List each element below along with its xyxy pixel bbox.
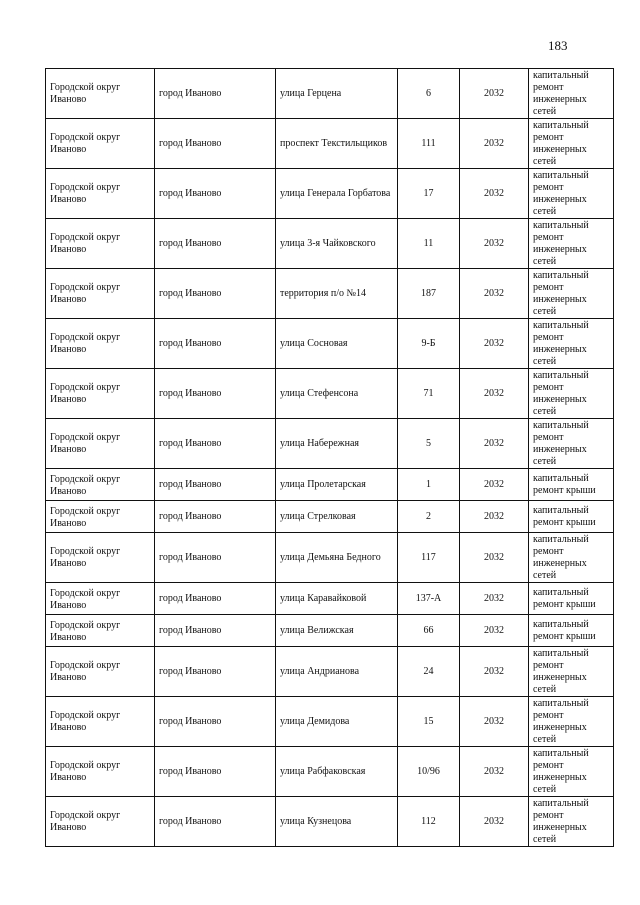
- cell-work: капитальный ремонт инженерных сетей: [529, 747, 614, 797]
- table-row: [46, 369, 614, 419]
- cell-street: улица Велижская: [276, 615, 398, 647]
- table-row: [46, 119, 614, 169]
- cell-okrug: Городской округ Иваново: [46, 369, 155, 419]
- table-row: [46, 469, 614, 501]
- cell-okrug: Городской округ Иваново: [46, 469, 155, 501]
- table-row: [46, 583, 614, 615]
- cell-year: 2032: [460, 319, 529, 369]
- cell-city: город Иваново: [155, 419, 276, 469]
- cell-work: капитальный ремонт крыши: [529, 501, 614, 533]
- table-row: [46, 501, 614, 533]
- cell-okrug: Городской округ Иваново: [46, 747, 155, 797]
- cell-year: 2032: [460, 69, 529, 119]
- cell-house: 11: [398, 219, 460, 269]
- cell-house: 71: [398, 369, 460, 419]
- cell-year: 2032: [460, 501, 529, 533]
- cell-okrug: Городской округ Иваново: [46, 319, 155, 369]
- page-number: 183: [548, 38, 568, 53]
- cell-street: улица Демидова: [276, 697, 398, 747]
- cell-city: город Иваново: [155, 469, 276, 501]
- table-row: [46, 697, 614, 747]
- cell-city: город Иваново: [155, 747, 276, 797]
- table-row: [46, 647, 614, 697]
- cell-house: 10/96: [398, 747, 460, 797]
- cell-house: 5: [398, 419, 460, 469]
- cell-okrug: Городской округ Иваново: [46, 697, 155, 747]
- cell-okrug: Городской округ Иваново: [46, 169, 155, 219]
- cell-house: 111: [398, 119, 460, 169]
- table-row: [46, 747, 614, 797]
- cell-street: улица Набережная: [276, 419, 398, 469]
- cell-year: 2032: [460, 533, 529, 583]
- cell-work: капитальный ремонт инженерных сетей: [529, 269, 614, 319]
- cell-city: город Иваново: [155, 697, 276, 747]
- table-row: [46, 169, 614, 219]
- cell-year: 2032: [460, 269, 529, 319]
- cell-work: капитальный ремонт инженерных сетей: [529, 69, 614, 119]
- cell-house: 2: [398, 501, 460, 533]
- cell-year: 2032: [460, 469, 529, 501]
- cell-year: 2032: [460, 169, 529, 219]
- table-row: [46, 319, 614, 369]
- cell-year: 2032: [460, 615, 529, 647]
- repair-program-table: [45, 68, 614, 847]
- cell-okrug: Городской округ Иваново: [46, 583, 155, 615]
- cell-okrug: Городской округ Иваново: [46, 269, 155, 319]
- table-row: [46, 219, 614, 269]
- cell-okrug: Городской округ Иваново: [46, 533, 155, 583]
- cell-city: город Иваново: [155, 647, 276, 697]
- cell-city: город Иваново: [155, 583, 276, 615]
- cell-house: 137-А: [398, 583, 460, 615]
- cell-year: 2032: [460, 697, 529, 747]
- cell-house: 66: [398, 615, 460, 647]
- cell-year: 2032: [460, 119, 529, 169]
- cell-street: улица Сосновая: [276, 319, 398, 369]
- cell-house: 112: [398, 797, 460, 847]
- cell-work: капитальный ремонт инженерных сетей: [529, 169, 614, 219]
- cell-year: 2032: [460, 797, 529, 847]
- cell-year: 2032: [460, 647, 529, 697]
- cell-street: улица Герцена: [276, 69, 398, 119]
- cell-okrug: Городской округ Иваново: [46, 501, 155, 533]
- cell-okrug: Городской округ Иваново: [46, 419, 155, 469]
- cell-city: город Иваново: [155, 169, 276, 219]
- cell-year: 2032: [460, 747, 529, 797]
- cell-house: 17: [398, 169, 460, 219]
- cell-okrug: Городской округ Иваново: [46, 647, 155, 697]
- cell-street: улица Андрианова: [276, 647, 398, 697]
- cell-work: капитальный ремонт крыши: [529, 583, 614, 615]
- cell-work: капитальный ремонт инженерных сетей: [529, 219, 614, 269]
- cell-street: улица 3-я Чайковского: [276, 219, 398, 269]
- cell-work: капитальный ремонт инженерных сетей: [529, 697, 614, 747]
- cell-street: улица Стрелковая: [276, 501, 398, 533]
- cell-city: город Иваново: [155, 501, 276, 533]
- cell-work: капитальный ремонт инженерных сетей: [529, 119, 614, 169]
- cell-city: город Иваново: [155, 615, 276, 647]
- cell-city: город Иваново: [155, 369, 276, 419]
- cell-city: город Иваново: [155, 269, 276, 319]
- cell-city: город Иваново: [155, 797, 276, 847]
- cell-year: 2032: [460, 419, 529, 469]
- cell-work: капитальный ремонт инженерных сетей: [529, 533, 614, 583]
- cell-year: 2032: [460, 369, 529, 419]
- cell-house: 9-Б: [398, 319, 460, 369]
- cell-okrug: Городской округ Иваново: [46, 797, 155, 847]
- cell-house: 15: [398, 697, 460, 747]
- cell-city: город Иваново: [155, 533, 276, 583]
- cell-street: проспект Текстильщиков: [276, 119, 398, 169]
- cell-okrug: Городской округ Иваново: [46, 615, 155, 647]
- cell-street: территория п/о №14: [276, 269, 398, 319]
- cell-street: улица Пролетарская: [276, 469, 398, 501]
- cell-city: город Иваново: [155, 119, 276, 169]
- cell-house: 24: [398, 647, 460, 697]
- cell-city: город Иваново: [155, 219, 276, 269]
- cell-house: 1: [398, 469, 460, 501]
- table-row: [46, 797, 614, 847]
- cell-house: 187: [398, 269, 460, 319]
- cell-work: капитальный ремонт инженерных сетей: [529, 369, 614, 419]
- cell-street: улица Генерала Горбатова: [276, 169, 398, 219]
- cell-year: 2032: [460, 583, 529, 615]
- cell-street: улица Стефенсона: [276, 369, 398, 419]
- cell-work: капитальный ремонт инженерных сетей: [529, 319, 614, 369]
- cell-work: капитальный ремонт крыши: [529, 615, 614, 647]
- cell-work: капитальный ремонт инженерных сетей: [529, 647, 614, 697]
- cell-street: улица Каравайковой: [276, 583, 398, 615]
- table-row: [46, 269, 614, 319]
- cell-year: 2032: [460, 219, 529, 269]
- cell-house: 117: [398, 533, 460, 583]
- cell-okrug: Городской округ Иваново: [46, 69, 155, 119]
- table-row: [46, 533, 614, 583]
- table-row: [46, 69, 614, 119]
- cell-house: 6: [398, 69, 460, 119]
- table-row: [46, 615, 614, 647]
- cell-okrug: Городской округ Иваново: [46, 219, 155, 269]
- cell-city: город Иваново: [155, 69, 276, 119]
- cell-city: город Иваново: [155, 319, 276, 369]
- cell-okrug: Городской округ Иваново: [46, 119, 155, 169]
- cell-work: капитальный ремонт инженерных сетей: [529, 419, 614, 469]
- cell-street: улица Кузнецова: [276, 797, 398, 847]
- table-row: [46, 419, 614, 469]
- cell-work: капитальный ремонт крыши: [529, 469, 614, 501]
- cell-street: улица Рабфаковская: [276, 747, 398, 797]
- cell-work: капитальный ремонт инженерных сетей: [529, 797, 614, 847]
- cell-street: улица Демьяна Бедного: [276, 533, 398, 583]
